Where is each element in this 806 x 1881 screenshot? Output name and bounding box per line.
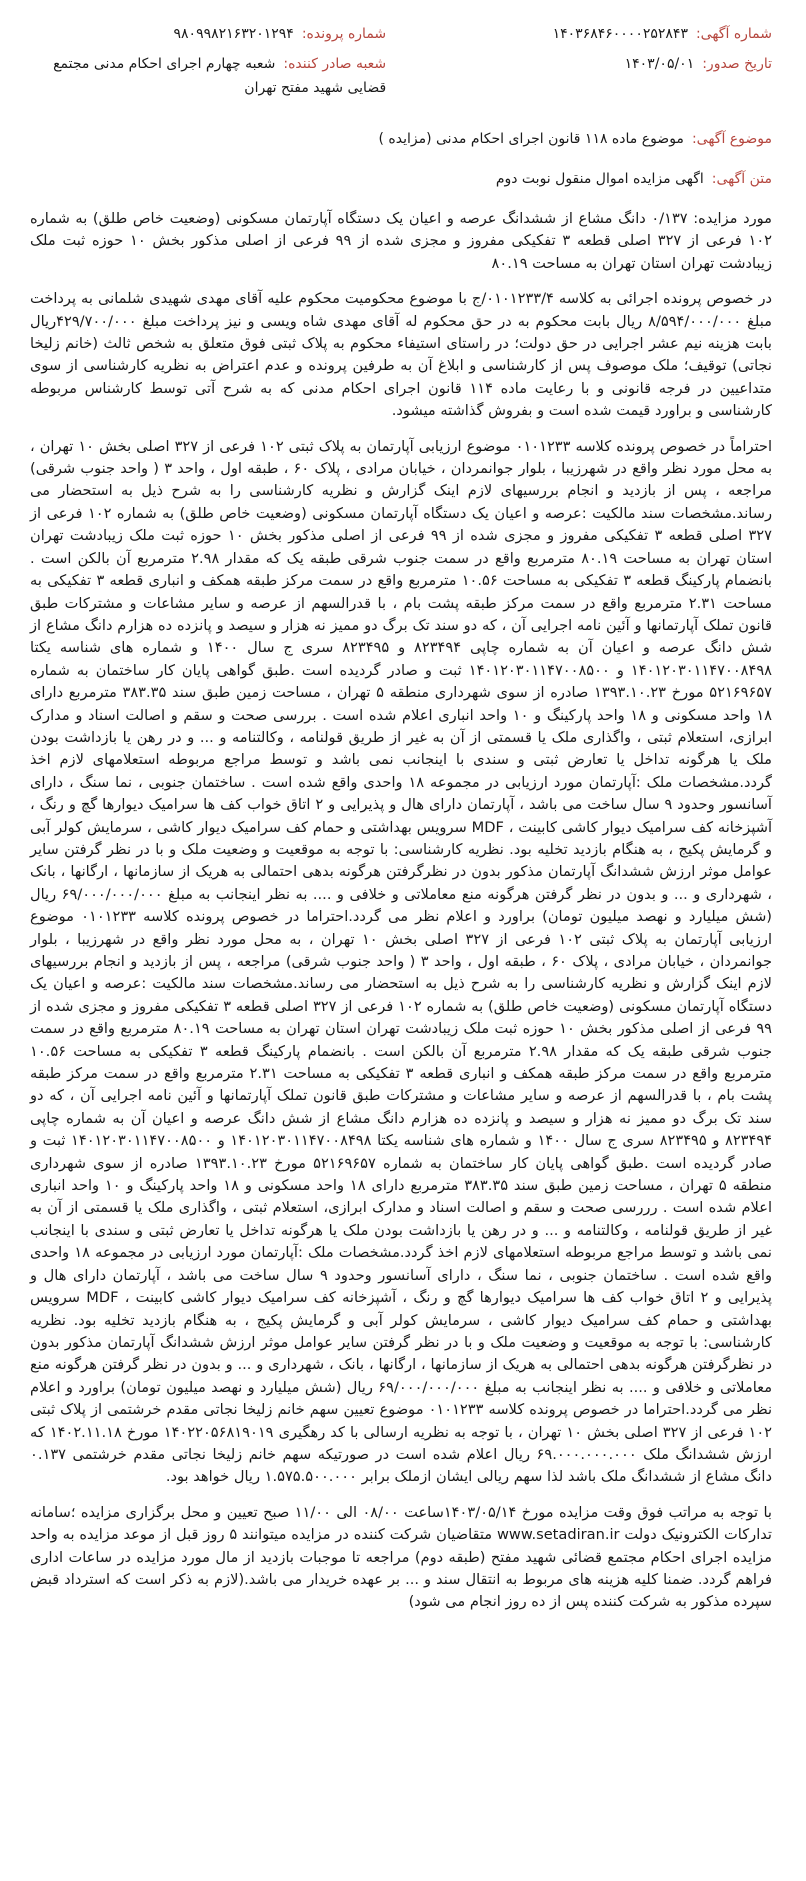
expert-report-paragraph: احتراماً در خصوص پرونده کلاسه ۰۱۰۱۲۳۳ موضوع ارزیابی آپارتمان به پلاک ثبتی ۱۰۲ فرعی از ۳۲۷ اصلی بخش ۱۰ تهران ، به محل مورد نظر واقع در شهرزیبا ، بلوار جوانمردان ، خیابان مرادی ، پلاک ۶۰ ، طبقه اول ، واحد ۳ ( واحد جنوب شرقی) مراجعه ، پس از بازدید و انجام بررسیهای لازم اینک گزارش و نظریه کارشناسی را به شرح ذیل به استحضار می رساند.مشخصات سند مالکیت :عرصه و اعیان یک دستگاه آپارتمان مسکونی (وضعیت خاص طلق) به شماره ۱۰۲ فرعی از ۳۲۷ اصلی قطعه ۳ تفکیکی مفروز و مجزی شده از ۹۹ فرعی از اصلی مذکور بخش ۱۰ حوزه ثبت ملک زیبادشت تهران استان تهران به مساحت ۸۰.۱۹ مترمربع واقع در سمت جنوب شرقی طبقه یک که مقدار ۲.۹۸ مترمربع آن بالکن است . بانضمام پارکینگ قطعه ۳ تفکیکی به مساحت ۱۰.۵۶ مترمربع واقع در سمت مرکز طبقه همکف و انباری قطعه ۳ تفکیکی به مساحت ۲.۳۱ مترمربع واقع در سمت مرکز طبقه پشت بام ، با قدرالسهم از عرصه و سایر مشاعات و مشترکات طبق قانون تملک آپارتمانها و آئین نامه اجرایی آن ، که دو سند تک برگ دو ممیز نه هزار و سیصد و پانزده ده هزارم دانگ مشاع از شش دانگ عرصه و اعیان آن به شماره چاپی ۸۲۳۴۹۴ و ۸۲۳۴۹۵ سری ج سال ۱۴۰۰ و شماره های شناسه یکتا ۱۴۰۱۲۰۳۰۱۱۴۷۰۰۸۴۹۸ و ۱۴۰۱۲۰۳۰۱۱۴۷۰۰۸۵۰۰ ثبت و صادر گردیده است .طبق گواهی پایان کار ساختمان به شماره ۵۲۱۶۹۶۵۷ مورخ ۱۳۹۳.۱۰.۲۳ صادره از سوی شهرداری منطقه ۵ تهران ، مساحت زمین طبق سند ۳۸۳.۳۵ مترمربع دارای ۱۸ واحد مسکونی و ۱۸ واحد پارکینگ و ۱۰ واحد انباری اعلام شده است . بررسی صحت و سقم و اصالت اسناد و مدارک ابرازی، استعلام ثبتی ، واگذاری ملک یا قسمتی از آن به غیر از طریق قولنامه ، وکالتنامه و ... و در رهن یا بازداشت بودن ملک یا هرگونه تداخل یا تعارض ثبتی و سندی با اینجانب نمی باشد و توسط مراجع مربوطه استعلامهای لازم اخذ گردد.مشخصات ملک :آپارتمان مورد ارزیابی در مجموعه ۱۸ واحدی واقع شده است . ساختمان جنوبی ، نما سنگ ، دارای آسانسور وحدود ۹ سال ساخت می باشد ، آپارتمان دارای هال و پذیرایی و ۲ اتاق خواب کف ها سرامیک دیوارها گچ و رنگ ، آشپزخانه کف سرامیک دیوار کاشی کابینت ، MDF سرویس بهداشتی و حمام کف سرامیک دیوار کاشی ، سرمایش کولر آبی و گرمایش پکیج ، به هنگام بازدید تخلیه بود. نظریه کارشناسی: با توجه به موقعیت و وضعیت ملک و با در نظر گرفتن سایر عوامل موثر ارزش ششدانگ آپارتمان مذکور بدون در نظرگرفتن هرگونه بدهی احتمالی به هریک از سازمانها ، ارگانها ، بانک ، شهرداری و ... و بدون در نظر گرفتن هرگونه منع معاملاتی و خلافی و .... به نظر اینجانب به مبلغ ۶۹/۰۰۰/۰۰۰/۰۰۰ ریال (شش میلیارد و نهصد میلیون تومان) براورد و اعلام نظر می گردد.احتراما در خصوص پرونده کلاسه ۰۱۰۱۲۳۳ موضوع ارزیابی آپارتمان به پلاک ثبتی ۱۰۲ فرعی از ۳۲۷ اصلی بخش ۱۰ تهران ، به محل مورد نظر واقع در شهرزیبا ، بلوار جوانمردان ، خیابان مرادی ، پلاک ۶۰ ، طبقه اول ، واحد ۳ ( واحد جنوب شرقی) مراجعه ، پس از بازدید و انجام بررسیهای لازم اینک گزارش و نظریه کارشناسی را به شرح ذیل به استحضار می رساند.مشخصات سند مالکیت :عرصه و اعیان یک دستگاه آپارتمان مسکونی (وضعیت خاص طلق) به شماره ۱۰۲ فرعی از ۳۲۷ اصلی قطعه ۳ تفکیکی مفروز و مجزی شده از ۹۹ فرعی از اصلی مذکور بخش ۱۰ حوزه ثبت ملک زیبادشت تهران استان تهران به مساحت ۸۰.۱۹ مترمربع واقع در سمت جنوب شرقی طبقه یک که مقدار ۲.۹۸ مترمربع آن بالکن است . بانضمام پارکینگ قطعه ۳ تفکیکی به مساحت ۱۰.۵۶ مترمربع واقع در سمت مرکز طبقه همکف و انباری قطعه ۳ تفکیکی به مساحت ۲.۳۱ مترمربع واقع در سمت مرکز طبقه پشت بام ، با قدرالسهم از عرصه و سایر مشاعات و مشترکات طبق قانون تملک آپارتمانها و آئین نامه اجرایی آن ، که دو سند تک برگ دو ممیز نه هزار و سیصد و پانزده ده هزارم دانگ مشاع از شش دانگ عرصه و اعیان آن به شماره چاپی ۸۲۳۴۹۴ و ۸۲۳۴۹۵ سری ج سال ۱۴۰۰ و شماره های شناسه یکتا ۱۴۰۱۲۰۳۰۱۱۴۷۰۰۸۴۹۸ و ۱۴۰۱۲۰۳۰۱۱۴۷۰۰۸۵۰۰ ثبت و صادر گردیده است .طبق گواهی پایان کار ساختمان به شماره ۵۲۱۶۹۶۵۷ مورخ ۱۳۹۳.۱۰.۲۳ صادره از سوی شهرداری منطقه ۵ تهران ، مساحت زمین طبق سند ۳۸۳.۳۵ مترمربع دارای ۱۸ واحد مسکونی و ۱۸ واحد پارکینگ و ۱۰ واحد انباری اعلام شده است . رررسی صحت و سقم و اصالت اسناد و مدارک ابرازی، استعلام ثبتی ، واگذاری ملک یا قسمتی از آن به غیر از طریق قولنامه ، وکالتنامه و ... و در رهن یا بازداشت بودن ملک یا هرگونه تداخل یا تعارض ثبتی و سندی با اینجانب نمی باشد و توسط مراجع مربوطه استعلامهای لازم اخذ گردد.مشخصات ملک :آپارتمان مورد ارزیابی در مجموعه ۱۸ واحدی واقع شده است . ساختمان جنوبی ، نما سنگ ، دارای آسانسور وحدود ۹ سال ساخت می باشد ، آپارتمان دارای هال و پذیرایی و ۲ اتاق خواب کف ها سرامیک دیوارها گچ و رنگ ، آشپزخانه کف سرامیک دیوار کاشی کابینت ، MDF سرویس بهداشتی و حمام کف سرامیک دیوار کاشی ، سرمایش کولر آبی و گرمایش پکیج ، به هنگام بازدید تخلیه بود. نظریه کارشناسی: با توجه به موقعیت و وضعیت ملک و با در نظر گرفتن سایر عوامل موثر ارزش ششدانگ آپارتمان مذکور بدون در نظرگرفتن هرگونه بدهی احتمالی به هریک از سازمانها ، ارگانها ، بانک ، شهرداری و ... و بدون در نظر گرفتن هرگونه منع معاملاتی و خلافی و .... به نظر اینجانب به مبلغ ۶۹/۰۰۰/۰۰۰/۰۰۰ ریال (شش میلیارد و نهصد میلیون تومان) براورد و اعلام نظر می گردد.احتراما در خصوص پرونده کلاسه ۰۱۰۱۲۳۳ موضوع تعیین سهم خانم زلیخا نجاتی مقدم خرشتمی از پلاک ثبتی ۱۰۲ فرعی از ۳۲۷ اصلی بخش ۱۰ تهران ، با توجه به نظریه ارسالی با کد رهگیری ۱۴۰۲۲۰۵۶۸۱۹۰۱۹ مورخ ۱۴۰۲.۱۱.۱۸ که ارزش ششدانگ ملک ۶۹.۰۰۰.۰۰۰.۰۰۰ ریال اعلام شده است در صورتیکه سهم خانم زلیخا نجاتی مقدم خرشتمی ۰.۱۳۷ دانگ مشاع از ششدانگ ملک باشد لذا سهم ریالی ایشان ازملک برابر ۱.۵۷۵.۵۰۰.۰۰۰ ریال خواهد بود. (30, 437, 773, 1486)
notice-header (30, 22, 772, 106)
text-value: اگهی مزایده اموال منقول نوبت دوم (495, 171, 704, 187)
topic-value: موضوع ماده ۱۱۸ قانون اجرای احکام مدنی (مزایده ) (378, 131, 684, 147)
notice-subject (30, 128, 772, 190)
notice-body (30, 208, 772, 1614)
issuer-label: شعبه صادر کننده: (283, 56, 387, 72)
case-number-value: ۹۸۰۹۹۸۲۱۶۳۲۰۱۲۹۴ (173, 26, 294, 42)
ad-number-row (416, 22, 772, 46)
header-left-column (30, 22, 386, 106)
text-row (30, 168, 772, 190)
issue-date-row (416, 52, 772, 76)
ad-number-label: شماره آگهی: (695, 26, 772, 42)
text-label: متن آگهی: (711, 171, 772, 187)
case-number-row (30, 22, 386, 46)
issuer-row (30, 52, 386, 100)
issue-date-label: تاریخ صدور: (702, 56, 772, 72)
topic-label: موضوع آگهی: (691, 131, 772, 147)
case-number-label: شماره پرونده: (301, 26, 387, 42)
case-background-paragraph: در خصوص پرونده اجرائی به کلاسه ۰۱۰۱۲۳۳/۴/ج با موضوع محکومیت محکوم علیه آقای مهدی شهیدی شلمانی به پرداخت مبلغ ۸/۵۹۴/۰۰۰/۰۰۰ ریال بابت محکوم به در حق محکوم له آقای مهدی شاه ویسی و نیز پرداخت مبلغ ۴۲۹/۷۰۰/۰۰۰ریال بابت هزینه نیم عشر اجرایی در حق دولت؛ در راستای استیفاء محکوم به پلاک ثبتی فوق متعلق به شخص ثالث (خانم زلیخا نجاتی) توقیف؛ ملک موصوف پس از کارشناسی و ابلاغ آن به طرفین پرونده و عدم اعتراض به نظریه کارشناسی از سوی متداعیین در فرجه قانونی و با رعایت ماده ۱۱۴ قانون اجرای احکام مدنی که به شرح آتی توسط کارشناس مربوطه کارشناسی و براورد قیمت شده است و بفروش گذاشته میشود. (30, 290, 772, 420)
header-right-column (416, 22, 772, 106)
auction-item-paragraph: مورد مزایده: ۰/۱۳۷ دانگ مشاع از ششدانگ عرصه و اعیان یک دستگاه آپارتمان مسکونی (وضعیت خاص طلق) به شماره ۱۰۲ فرعی از ۳۲۷ اصلی قطعه ۳ تفکیکی مفروز و مجزی شده از ۹۹ فرعی از اصلی مذکور بخش ۱۰ حوزه ثبت ملک زیبادشت تهران استان تهران به مساحت ۸۰.۱۹ (30, 210, 772, 272)
issue-date-value: ۱۴۰۳/۰۵/۰۱ (624, 56, 695, 72)
auction-schedule-paragraph: با توجه به مراتب فوق وقت مزایده مورخ ۱۴۰۳/۰۵/۱۴ساعت ۰۸/۰۰ الی ۱۱/۰۰ صبح تعیین و محل برگزاری مزایده ؛سامانه تدارکات الکترونیک دولت www.setadiran.ir متقاضیان شرکت کننده در مزایده میتوانند ۵ روز قبل از موعد مزایده به واحد مزایده اجرای احکام مجتمع قضائی شهید مفتح (طبقه دوم) مراجعه تا موجبات بازدید از مال مورد مزایده در ساعات اداری فراهم گردد. ضمنا کلیه هزینه های مربوط به انتقال سند و ... بر عهده خریدار می باشد.(لازم به ذکر است که استرداد قبض سپرده مذکور به شرکت کننده پس از ده روز انجام می شود) (30, 1503, 772, 1611)
ad-number-value: ۱۴۰۳۶۸۴۶۰۰۰۰۲۵۲۸۴۳ (552, 26, 688, 42)
issuer-value: شعبه چهارم اجرای احکام مدنی مجتمع قضایی شهید مفتح تهران (53, 56, 387, 96)
topic-row (30, 128, 772, 150)
